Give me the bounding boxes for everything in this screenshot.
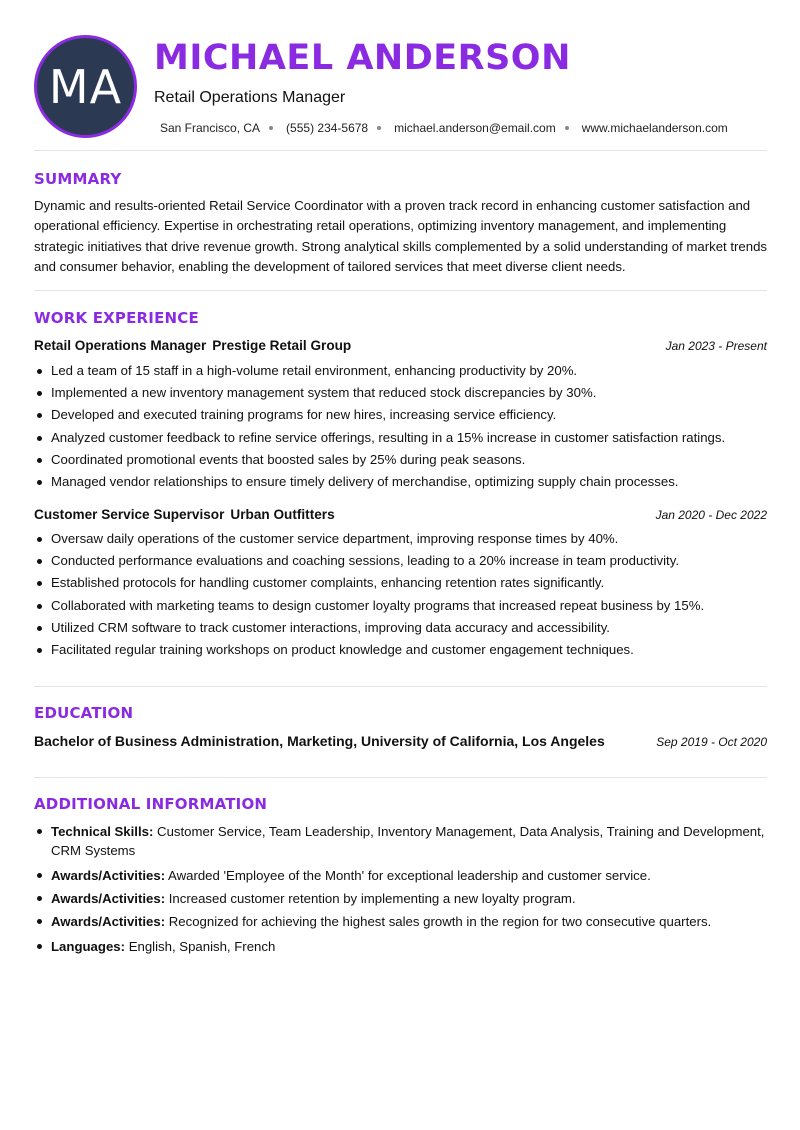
info-text: Recognized for achieving the highest sales growth in the region for two consecutive quarters. [168, 914, 712, 929]
info-label: Awards/Activities: [51, 868, 166, 883]
additional-heading: ADDITIONAL INFORMATION [34, 795, 268, 813]
info-text: Awarded 'Employee of the Month' for exceptional leadership and customer service. [168, 868, 651, 883]
contact-row [160, 121, 728, 135]
info-text: Increased customer retention by implementing a new loyalty program. [168, 891, 576, 906]
info-text: Customer Service, Team Leadership, Inventory Management, Data Analysis, Training and Development, CRM Systems [51, 824, 765, 858]
contact-location: San Francisco, CA [160, 121, 261, 135]
avatar [34, 35, 137, 138]
job-company: Prestige Retail Group [212, 338, 352, 353]
list-item [34, 866, 769, 885]
separator-dot-icon [269, 126, 273, 130]
divider [34, 150, 767, 151]
list-item: Analyzed customer feedback to refine service offerings, resulting in a 15% increase in customer satisfaction ratings. [34, 427, 769, 449]
divider [34, 777, 767, 778]
contact-phone: (555) 234-5678 [286, 121, 369, 135]
education-entry [34, 733, 767, 749]
list-item [34, 822, 769, 860]
job-company: Urban Outfitters [230, 507, 335, 522]
info-text: English, Spanish, French [128, 939, 276, 954]
job-header [34, 507, 767, 522]
separator-dot-icon [377, 126, 381, 130]
divider [34, 686, 767, 687]
job-role: Retail Operations Manager [34, 338, 207, 353]
list-item [34, 912, 769, 931]
list-item: Implemented a new inventory management system that reduced stock discrepancies by 30%. [34, 382, 769, 404]
list-item: Managed vendor relationships to ensure timely delivery of merchandise, optimizing supply chain processes. [34, 471, 769, 493]
separator-dot-icon [565, 126, 569, 130]
list-item: Oversaw daily operations of the customer service department, improving response times by 40%. [34, 528, 769, 550]
list-item: Utilized CRM software to track customer interactions, improving data accuracy and accessibility. [34, 617, 769, 639]
job-dates: Jan 2020 - Dec 2022 [655, 508, 767, 522]
education-degree: Bachelor of Business Administration, Marketing, University of California, Los Angeles [34, 733, 605, 749]
job-title-line [34, 338, 351, 353]
info-label: Technical Skills: [51, 824, 154, 839]
list-item: Developed and executed training programs for new hires, increasing service efficiency. [34, 404, 769, 426]
job-title-line [34, 507, 335, 522]
list-item [34, 937, 769, 956]
education-dates: Sep 2019 - Oct 2020 [656, 735, 767, 749]
contact-website[interactable]: www.michaelanderson.com [581, 121, 728, 135]
avatar-initials: MA [48, 59, 123, 114]
job-dates: Jan 2023 - Present [665, 339, 767, 353]
info-label: Languages: [51, 939, 126, 954]
list-item: Collaborated with marketing teams to design customer loyalty programs that increased repeat business by 15%. [34, 595, 769, 617]
additional-list [34, 822, 769, 960]
candidate-title: Retail Operations Manager [154, 89, 346, 106]
list-item: Facilitated regular training workshops on product knowledge and customer engagement techniques. [34, 639, 769, 661]
education-heading: EDUCATION [34, 704, 134, 722]
job-header [34, 338, 767, 353]
list-item: Conducted performance evaluations and coaching sessions, leading to a 20% increase in team productivity. [34, 550, 769, 572]
info-label: Awards/Activities: [51, 914, 166, 929]
job-bullets [34, 528, 769, 661]
job-bullets [34, 360, 769, 493]
divider [34, 290, 767, 291]
job-role: Customer Service Supervisor [34, 507, 225, 522]
summary-text: Dynamic and results-oriented Retail Service Coordinator with a proven track record in enhancing customer satisfaction and operational efficiency. Expertise in orchestrating retail operations, optimizing inventory management, and implementing strategic initiatives that drive revenue growth. Strong analytical skills complemented by a solid understanding of market trends and consumer behavior, enabling the development of tailored services that meet diverse client needs. [34, 198, 768, 274]
candidate-name: MICHAEL ANDERSON [154, 38, 571, 78]
list-item: Established protocols for handling customer complaints, enhancing retention rates significantly. [34, 572, 769, 594]
list-item: Coordinated promotional events that boosted sales by 25% during peak seasons. [34, 449, 769, 471]
summary-heading: SUMMARY [34, 170, 122, 188]
list-item [34, 889, 769, 908]
contact-email[interactable]: michael.anderson@email.com [394, 121, 556, 135]
experience-heading: WORK EXPERIENCE [34, 309, 199, 327]
info-label: Awards/Activities: [51, 891, 166, 906]
list-item: Led a team of 15 staff in a high-volume retail environment, enhancing productivity by 20%. [34, 360, 769, 382]
